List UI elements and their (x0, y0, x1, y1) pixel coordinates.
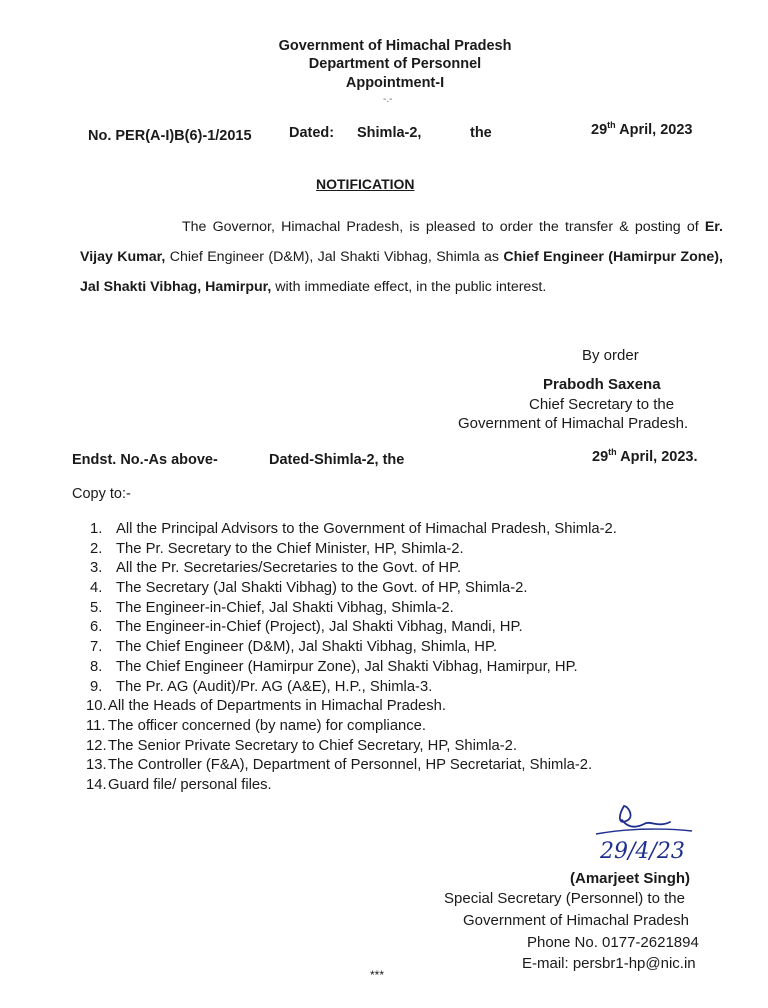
notification-title: NOTIFICATION (316, 176, 415, 192)
header-government: Government of Himachal Pradesh (278, 38, 512, 54)
date-month-year: April, 2023 (619, 121, 693, 138)
list-item: 11. The officer concerned (by name) for compliance. (86, 717, 427, 734)
list-item: 13.The Controller (F&A), Department of Personnel, HP Secretariat, Shimla-2. (86, 757, 593, 774)
list-item: 12.The Senior Private Secretary to Chief Secretary, HP, Shimla-2. (86, 737, 518, 754)
endorsement-day: 29 (592, 448, 609, 465)
dated-place: Shimla-2, (357, 125, 422, 141)
reference-date (591, 120, 692, 138)
handwritten-signature (588, 798, 698, 868)
dated-label: Dated: (289, 125, 335, 141)
body-text-2: Chief Engineer (D&M), Jal Shakti Vibhag, Shimla as (165, 249, 504, 265)
signatory2-email: E-mail: persbr1-hp@nic.in (522, 955, 696, 972)
list-item: 2. The Pr. Secretary to the Chief Minister, HP, Shimla-2. (90, 540, 464, 557)
list-item: 3. All the Pr. Secretaries/Secretaries to the Govt. of HP. (90, 560, 462, 577)
list-item: 7. The Chief Engineer (D&M), Jal Shakti Vibhag, Shimla, HP. (90, 639, 498, 656)
list-item: 5. The Engineer-in-Chief, Jal Shakti Vibhag, Shimla-2. (90, 599, 454, 616)
new-posting: Chief Engineer (Hamirpur Zone), Jal Shakti Vibhag, Hamirpur, (80, 249, 723, 295)
list-item: 1. All the Principal Advisors to the Government of Himachal Pradesh, Shimla-2. (90, 521, 617, 537)
endorsement-dated: Dated-Shimla-2, the (269, 452, 405, 468)
notification-body (80, 212, 723, 302)
header-department: Department of Personnel (308, 56, 482, 72)
signatory2-title: Special Secretary (Personnel) to the (444, 890, 685, 907)
signatory1-title: Chief Secretary to the (529, 396, 675, 413)
list-item: 8. The Chief Engineer (Hamirpur Zone), Jal Shakti Vibhag, Hamirpur, HP. (90, 658, 578, 675)
signatory1-government: Government of Himachal Pradesh. (458, 415, 689, 432)
signature-date: 29/4/23 (600, 839, 685, 864)
dated-the: the (470, 125, 492, 141)
signatory1-name: Prabodh Saxena (543, 376, 661, 393)
officer-name: Er. Vijay Kumar, (80, 219, 723, 265)
endorsement-month-year: April, 2023. (620, 448, 698, 465)
signatory2-government: Government of Himachal Pradesh (463, 912, 689, 929)
list-item: 4. The Secretary (Jal Shakti Vibhag) to the Govt. of HP, Shimla-2. (90, 580, 528, 597)
body-text-1: The Governor, Himachal Pradesh, is pleased to order the transfer & posting of (182, 219, 705, 235)
list-item: 6. The Engineer-in-Chief (Project), Jal Shakti Vibhag, Mandi, HP. (90, 619, 523, 636)
endorsement-ordinal: th (608, 447, 617, 457)
end-mark: *** (370, 968, 385, 982)
list-item: 10.All the Heads of Departments in Himachal Pradesh. (86, 698, 447, 715)
endorsement-number: Endst. No.-As above- (72, 452, 218, 468)
copy-to-list (86, 520, 617, 796)
list-item: 9. The Pr. AG (Audit)/Pr. AG (A&E), H.P., Shimla-3. (90, 678, 433, 695)
body-text-3: with immediate effect, in the public interest. (271, 279, 547, 295)
header-mark: -.- (383, 94, 393, 105)
list-item: 14.Guard file/ personal files. (86, 776, 272, 793)
signatory2-phone: Phone No. 0177-2621894 (527, 934, 699, 951)
date-day: 29 (591, 121, 608, 138)
signatory2-name: (Amarjeet Singh) (570, 870, 691, 887)
header-section: Appointment-I (345, 75, 445, 91)
endorsement-date (592, 447, 698, 465)
reference-number: No. PER(A-I)B(6)-1/2015 (88, 128, 252, 144)
copy-to-label: Copy to:- (72, 486, 131, 502)
by-order: By order (582, 347, 639, 364)
date-ordinal: th (607, 120, 616, 130)
